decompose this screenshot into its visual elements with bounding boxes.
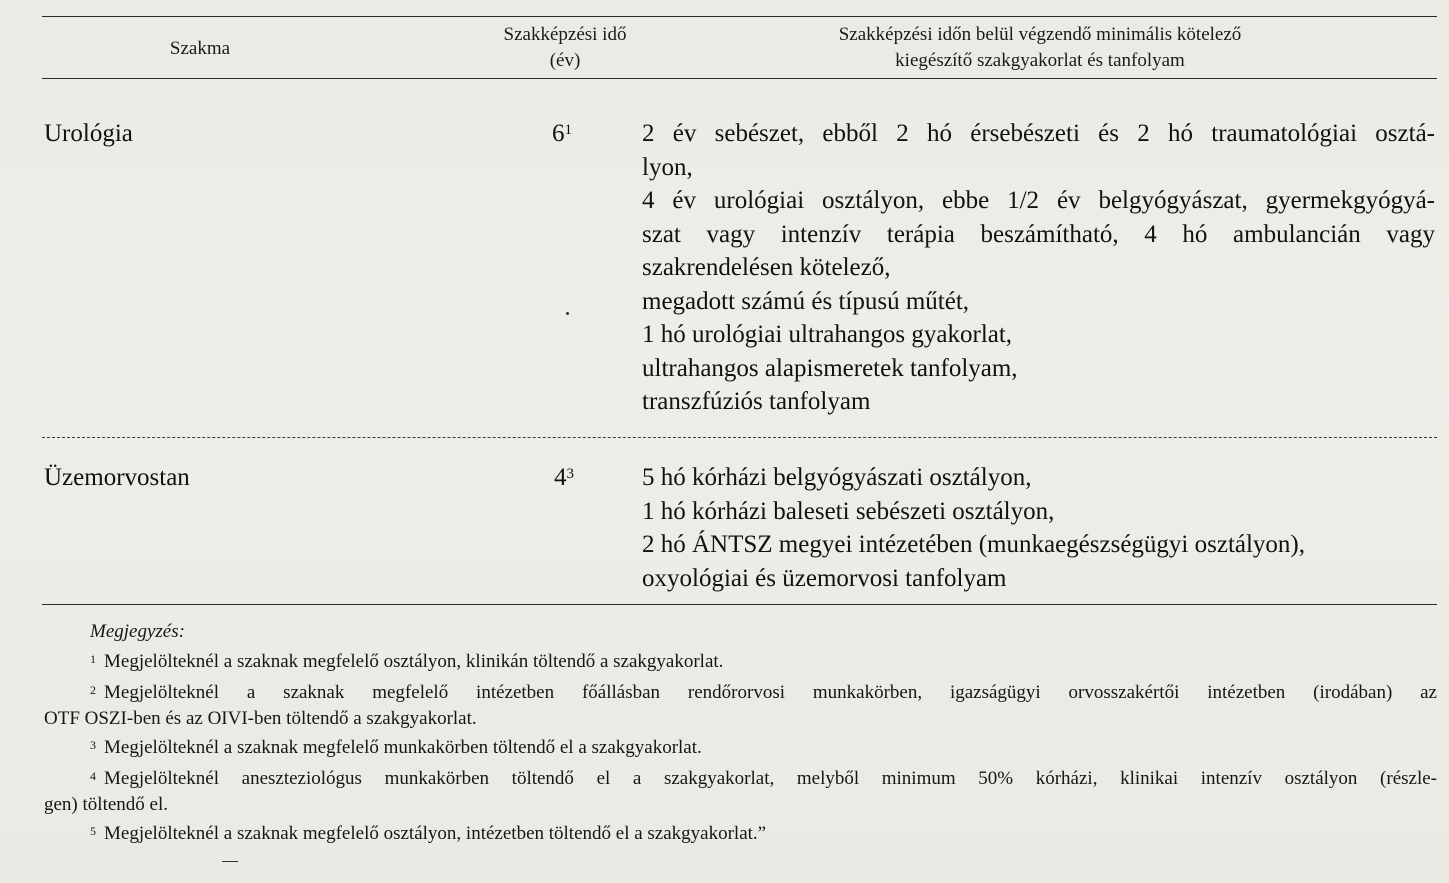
note-marker: 4 xyxy=(90,769,96,783)
table-top-rule xyxy=(42,16,1437,17)
header-requirements-line2: kiegészítő szakgyakorlat és tanfolyam xyxy=(895,50,1185,71)
note-3 xyxy=(90,735,1390,761)
requirement-line: 5 hó kórházi belgyógyászati osztályon, xyxy=(642,464,1032,491)
header-requirements-line1: Szakképzési időn belül végzendő minimális kötelező xyxy=(838,24,1242,45)
note-2 xyxy=(44,680,1437,731)
row-urologia-duration-value: 6 xyxy=(552,120,565,147)
row-urologia-duration-footnote: 1 xyxy=(564,122,572,138)
requirement-line: lyon, xyxy=(642,153,693,181)
requirement-line: 4 év urológiai osztályon, ebbe 1/2 év belgyógyászat, gyermekgyógyá- xyxy=(642,187,1435,214)
note-text: Megjelölteknél a szaknak megfelelő intézetben főállásban rendőrorvosi munkakörben, igazságügyi orvosszakértői intézetben (irodában) az xyxy=(104,682,1437,703)
requirement-line: 1 hó urológiai ultrahangos gyakorlat, xyxy=(642,321,1013,348)
row-uzemorvostan-profession: Üzemorvostan xyxy=(44,464,190,491)
requirement-line: 2 hó ÁNTSZ megyei intézetében (munkaegészségügyi osztályon), xyxy=(642,531,1306,558)
header-profession xyxy=(140,36,260,62)
header-duration xyxy=(470,22,660,74)
requirement-line: 1 hó kórházi baleseti sebészeti osztályon, xyxy=(642,497,1055,525)
notes-title: Megjegyzés: xyxy=(90,621,185,642)
header-duration-line2: (év) xyxy=(549,50,581,71)
header-profession-label: Szakma xyxy=(169,38,231,59)
print-speck xyxy=(566,312,569,315)
row-uzemorvostan-duration-footnote: 3 xyxy=(566,466,574,482)
print-dash-mark xyxy=(222,861,238,862)
requirement-line: szakrendelésen kötelező, xyxy=(642,254,891,281)
row-urologia-profession: Urológia xyxy=(44,120,133,147)
note-marker: 3 xyxy=(90,738,96,752)
note-1 xyxy=(90,649,1390,675)
header-requirements xyxy=(770,22,1310,74)
note-4 xyxy=(44,766,1437,817)
note-text: gen) töltendő el. xyxy=(44,793,168,815)
header-duration-line1: Szakképzési idő xyxy=(503,24,627,45)
requirement-line: szat vagy intenzív terápia beszámítható, 4 hó ambulancián vagy xyxy=(642,220,1435,248)
note-text: Megjelölteknél aneszteziológus munkakörben töltendő el a szakgyakorlat, melyből minimum 50% kórházi, klinikai intenzív osztályon (részle- xyxy=(104,768,1437,789)
row-uzemorvostan-duration xyxy=(554,461,574,495)
note-text: Megjelölteknél a szaknak megfelelő munkakörben töltendő el a szakgyakorlat. xyxy=(104,737,702,758)
row-urologia-duration xyxy=(552,117,572,151)
row-uzemorvostan-duration-value: 4 xyxy=(554,464,567,491)
note-text: Megjelölteknél a szaknak megfelelő osztályon, intézetben töltendő el a szakgyakorlat.” xyxy=(104,823,767,844)
note-text: Megjelölteknél a szaknak megfelelő osztályon, klinikán töltendő a szakgyakorlat. xyxy=(104,651,724,672)
requirement-line: 2 év sebészet, ebből 2 hó érsebészeti és 2 hó traumatológiai osztá- xyxy=(642,120,1435,147)
requirement-line: transzfúziós tanfolyam xyxy=(642,388,871,415)
requirement-line: oxyológiai és üzemorvosi tanfolyam xyxy=(642,564,1007,592)
table-bottom-rule xyxy=(42,604,1437,605)
row-uzemorvostan-requirements xyxy=(642,461,1435,595)
note-marker: 5 xyxy=(90,824,96,838)
header-bottom-rule xyxy=(42,78,1437,79)
row-separator-dashed xyxy=(42,437,1437,438)
note-text: OTF OSZI-ben és az OIVI-ben töltendő a szakgyakorlat. xyxy=(44,707,477,729)
row-urologia-requirements xyxy=(642,117,1435,419)
note-marker: 1 xyxy=(90,652,96,666)
note-marker: 2 xyxy=(90,683,96,697)
requirement-line: ultrahangos alapismeretek tanfolyam, xyxy=(642,354,1018,382)
requirement-line: megadott számú és típusú műtét, xyxy=(642,287,970,315)
note-5 xyxy=(90,821,1390,847)
